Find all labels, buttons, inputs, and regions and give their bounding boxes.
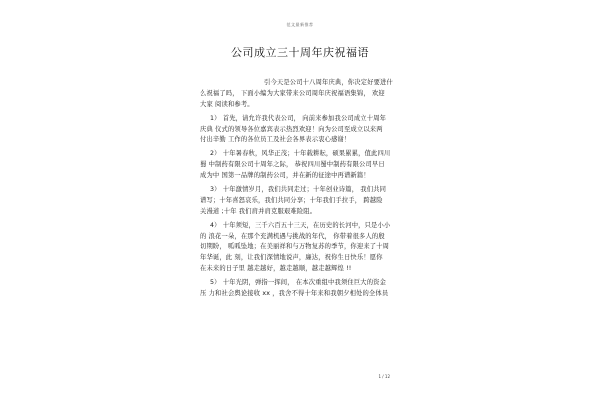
page-title: 公司成立三十周年庆祝福语 (231, 46, 369, 59)
page-number: 1 / 12 (378, 374, 390, 379)
paragraph-line: 大家 阅读和参考。 (200, 100, 254, 108)
paragraph-line: 4） 十年须短，三千六百五十三天，在历史的长河中，只是小小 (210, 221, 391, 229)
paragraph-line: 压 力和社会舆论接收 xx ，我舍不得十年来和我朝夕相处的全体员 (200, 290, 389, 298)
paragraph-line: 庆典 仪式的领导各位嘉宾表示热烈欢迎！向为公司至成立以来两 (200, 125, 383, 133)
paragraph-line: 成为中 国第一品牌的制药公司，并在新的征途中再谱新篇！ (200, 172, 370, 180)
paragraph-line: 引今天是公司十八周年庆典，你决定好要进什 (264, 79, 393, 86)
paragraph-line: 关漫道 ;十年 我们肩并肩克服艰难险阻。 (200, 207, 317, 215)
paragraph-line: 5） 十年光阴，弹指一挥间， 在本次重组中我须住巨大的资金 (210, 279, 387, 287)
paragraph-line: 的 浪花一朵，在那个充满机遇与挑战的年代， 你带着很多人的殷 (200, 232, 385, 240)
document-body (200, 78, 410, 300)
paragraph-line: 蜀 中制药有限公司十周年之际， 恭祝四川蜀中制药有限公司早日 (200, 161, 385, 169)
paragraph-line: 付出辛勤 工作的各位员工及社会各界表示衷心感谢！ (200, 136, 351, 144)
paragraph-line: 在未来的日子里 越走越好，越走越顺，越走越辉煌 !! (200, 265, 352, 273)
paragraph-line: 3） 十年激情岁月，我们共同走过；十年创业诗篇， 我们共同 (210, 186, 387, 194)
paragraph-line: 切期盼， 呱呱坠地；在美丽祥和与万物复苏的季节，你迎来了十周 (200, 243, 390, 251)
paragraph-line: 年华诞，此 刻，让我们深情地说声，廉达，祝你生日快乐！愿你 (200, 254, 383, 262)
paragraph-line: 么祝福了吗， 下面小编为大家带来公司周年庆祝福语集锦， 欢迎 (200, 89, 385, 97)
paragraph-line: 谱写；十年喜怒哀乐，我们共同分享；十年我们手拉手， 跨越险 (200, 196, 383, 204)
header-tag: 范文最新推荐 (286, 22, 314, 27)
paragraph-line: 1） 首先，请允许我代表公司， 向前来参加我公司成立十周年 (210, 114, 387, 122)
paragraph-line: 2） 十年暑春秋，风华正茂；十年载耕耘，硕果累累，值此四川 (210, 150, 391, 158)
